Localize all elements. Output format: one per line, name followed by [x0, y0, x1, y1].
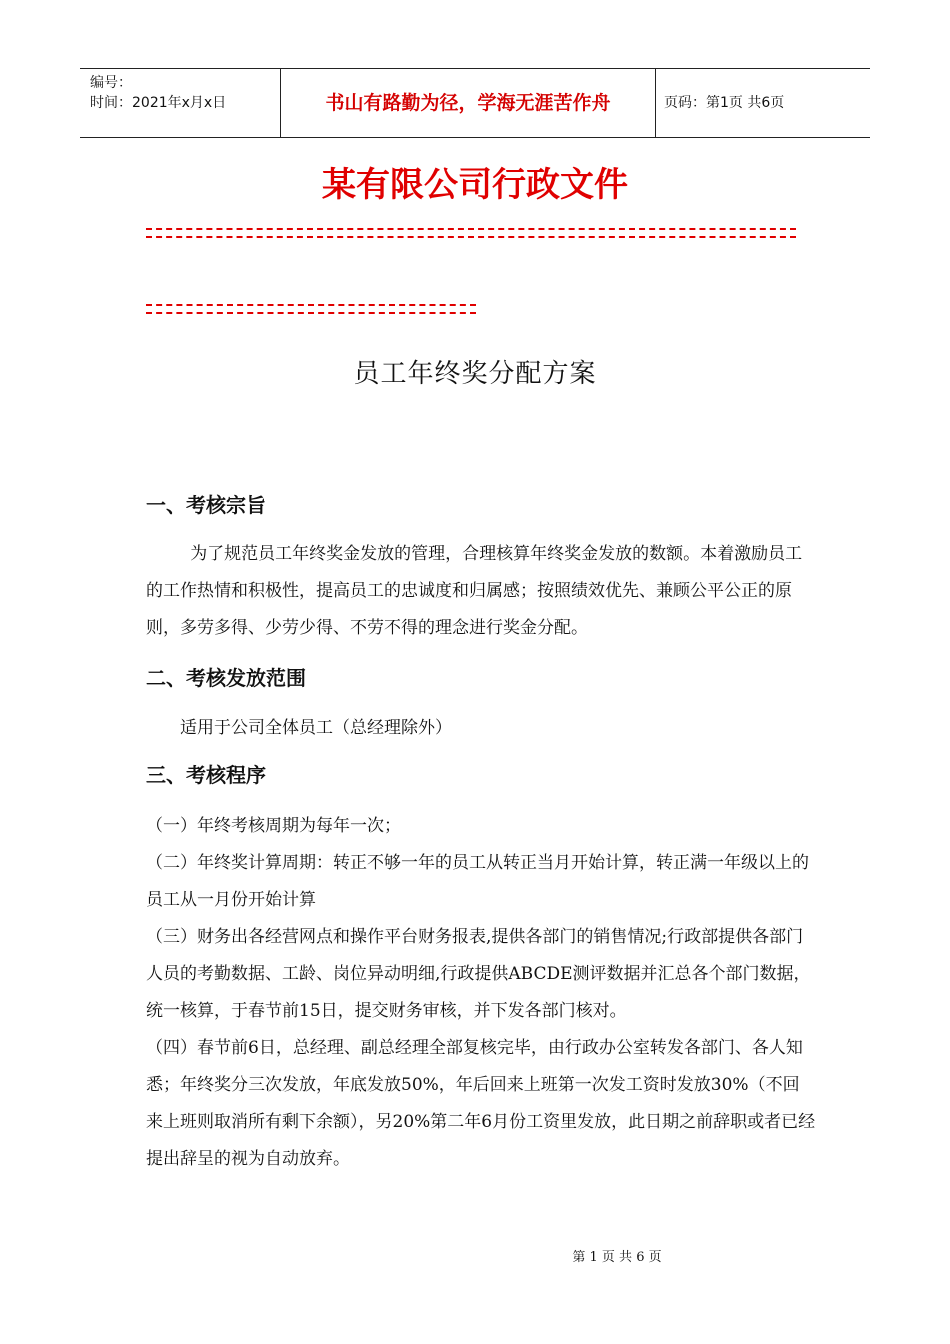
red-divider-long	[146, 228, 796, 230]
section-heading-1: 一、考核宗旨	[146, 493, 266, 517]
paragraph: 为了规范员工年终奖金发放的管理，合理核算年终奖金发放的数额。本着激励员工的工作热情和积极性，提高员工的忠诚度和归属感；按照绩效优先、兼顾公平公正的原则，多劳多得、少劳少得、不劳不得的理念进行奖金分配。	[146, 544, 803, 638]
red-divider-short	[146, 304, 476, 306]
page-footer: 第 1 页 共 6 页	[572, 1250, 662, 1265]
section-heading-3: 三、考核程序	[146, 763, 266, 787]
section-3-body	[146, 808, 816, 1178]
section-2-body	[180, 710, 850, 747]
paragraph: （一）年终考核周期为每年一次；	[146, 816, 401, 836]
paragraph: （三）财务出各经营网点和操作平台财务报表,提供各部门的销售情况;行政部提供各部门人员的考勤数据、工龄、岗位异动明细,行政提供ABCDE测评数据并汇总各个部门数据，统一核算，于春节前15日，提交财务审核，并下发各部门核对。	[146, 927, 811, 1021]
section-heading-2: 二、考核发放范围	[146, 666, 306, 690]
header-motto: 书山有路勤为径，学海无涯苦作舟	[280, 69, 656, 137]
company-title: 某有限公司行政文件	[322, 165, 628, 205]
header-time: 时间：2021年x月x日	[90, 95, 227, 111]
header-number: 编号：	[90, 75, 132, 91]
header-page-info: 页码：第1页 共6页	[664, 95, 785, 111]
page-header	[80, 68, 870, 138]
paragraph: 适用于公司全体员工（总经理除外）	[180, 718, 452, 738]
section-1-body	[146, 536, 816, 647]
paragraph: （四）春节前6日，总经理、副总经理全部复核完毕，由行政办公室转发各部门、各人知悉；年终奖分三次发放，年底发放50%，年后回来上班第一次发工资时发放30%（不回来上班则取消所有剩下余额），另20%第二年6月份工资里发放，此日期之前辞职或者已经提出辞呈的视为自动放弃。	[146, 1038, 816, 1169]
document-title: 员工年终奖分配方案	[353, 359, 597, 389]
paragraph: （二）年终奖计算周期：转正不够一年的员工从转正当月开始计算，转正满一年级以上的员工从一月份开始计算	[146, 853, 809, 910]
header-meta	[90, 73, 280, 113]
